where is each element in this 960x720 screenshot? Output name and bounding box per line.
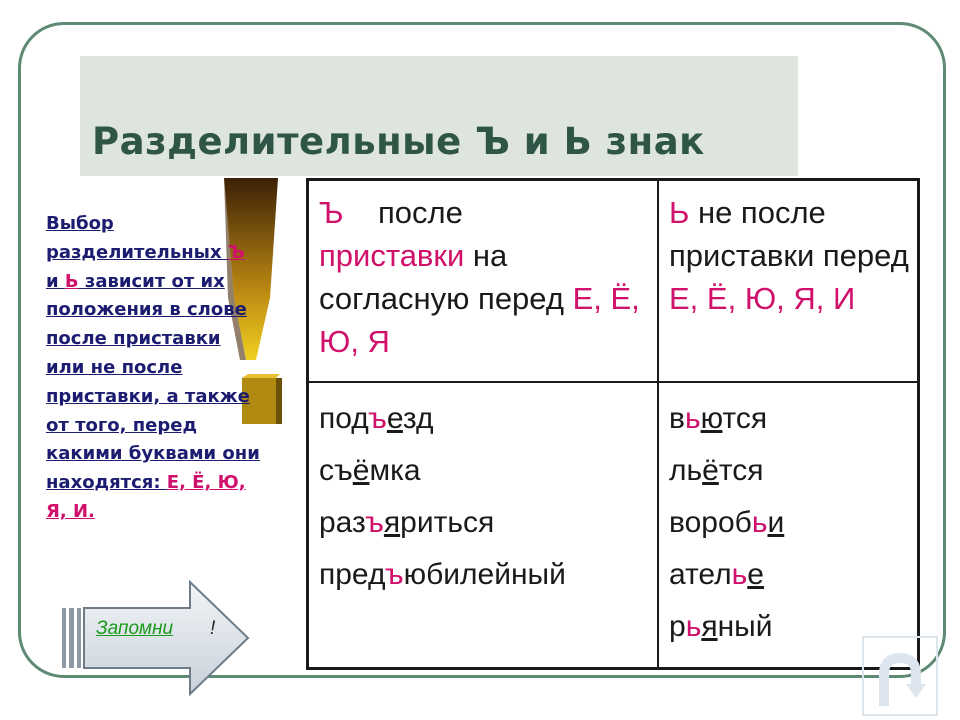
soft-sign-example-1 — [669, 393, 909, 445]
note-text-2: зависит от их положения в слове после приставки или не после приставки, а также от того, перед какими буквами они находятся: — [46, 270, 260, 494]
example-post: ный — [717, 610, 773, 643]
hard-sign-example-3 — [319, 497, 649, 549]
header-text: после — [378, 195, 463, 230]
example-sign: ъ — [368, 402, 387, 435]
example-u: ё — [702, 454, 719, 487]
example-pre: р — [669, 610, 686, 643]
soft-sign-example-3 — [669, 497, 909, 549]
example-u: я — [383, 506, 401, 539]
rules-table — [306, 178, 920, 670]
hard-sign: Ъ — [319, 195, 344, 230]
example-u: ю — [700, 402, 723, 435]
hard-sign-example-4 — [319, 549, 649, 601]
example-post: тся — [722, 402, 768, 435]
header-text: не после приставки перед — [669, 195, 909, 273]
header-soft-sign — [658, 180, 919, 383]
examples-hard-sign — [308, 382, 659, 669]
example-sign: ь — [751, 506, 768, 539]
slide-title: Разделительные Ъ и Ь знак — [92, 120, 705, 163]
soft-sign: Ь — [669, 195, 690, 230]
example-sign: ь — [731, 558, 748, 591]
soft-sign-example-2 — [669, 445, 909, 497]
example-u: я — [701, 610, 718, 643]
remember-button[interactable]: Запомни — [96, 618, 174, 639]
example-u: и — [767, 506, 785, 539]
header-text-2: на согласную перед — [319, 238, 573, 316]
note-text-1: Выбор разделительных — [46, 213, 228, 263]
example-pre: съ — [319, 454, 353, 487]
header-hard-sign — [308, 180, 659, 383]
back-icon[interactable] — [862, 636, 938, 716]
note-and: и — [46, 270, 65, 292]
example-post: риться — [400, 506, 495, 539]
example-pre: под — [319, 402, 369, 435]
hard-sign-example-1 — [319, 393, 649, 445]
prefix-word: приставки — [319, 238, 465, 273]
note-soft-sign: Ь — [64, 270, 79, 292]
side-note — [46, 210, 261, 527]
example-pre: в — [669, 402, 685, 435]
example-post: юбилейный — [403, 558, 566, 591]
example-pre: ател — [669, 558, 732, 591]
soft-sign-example-4 — [669, 549, 909, 601]
note-hard-sign: Ъ — [227, 241, 245, 263]
example-pre: вороб — [669, 506, 752, 539]
example-post: тся — [718, 454, 764, 487]
example-pre: раз — [319, 506, 366, 539]
remember-mark: ! — [210, 618, 216, 639]
examples-soft-sign — [658, 382, 919, 669]
example-sign: ь — [685, 610, 702, 643]
example-sign: ь — [684, 402, 701, 435]
header-letters: Е, Ё, Ю, Я — [319, 281, 640, 359]
example-pre: пред — [319, 558, 385, 591]
example-u: е — [747, 558, 764, 591]
example-u: е — [386, 402, 403, 435]
header-letters: Е, Ё, Ю, Я, И — [669, 281, 856, 316]
note-letters: Е, Ё, Ю, Я, И. — [46, 472, 246, 522]
example-pre: ль — [669, 454, 703, 487]
hard-sign-example-2 — [319, 445, 649, 497]
example-post: зд — [402, 402, 434, 435]
example-sign: ъ — [365, 506, 384, 539]
example-sign: ъ — [384, 558, 404, 591]
example-u: ё — [352, 454, 370, 487]
example-post: мка — [369, 454, 421, 487]
